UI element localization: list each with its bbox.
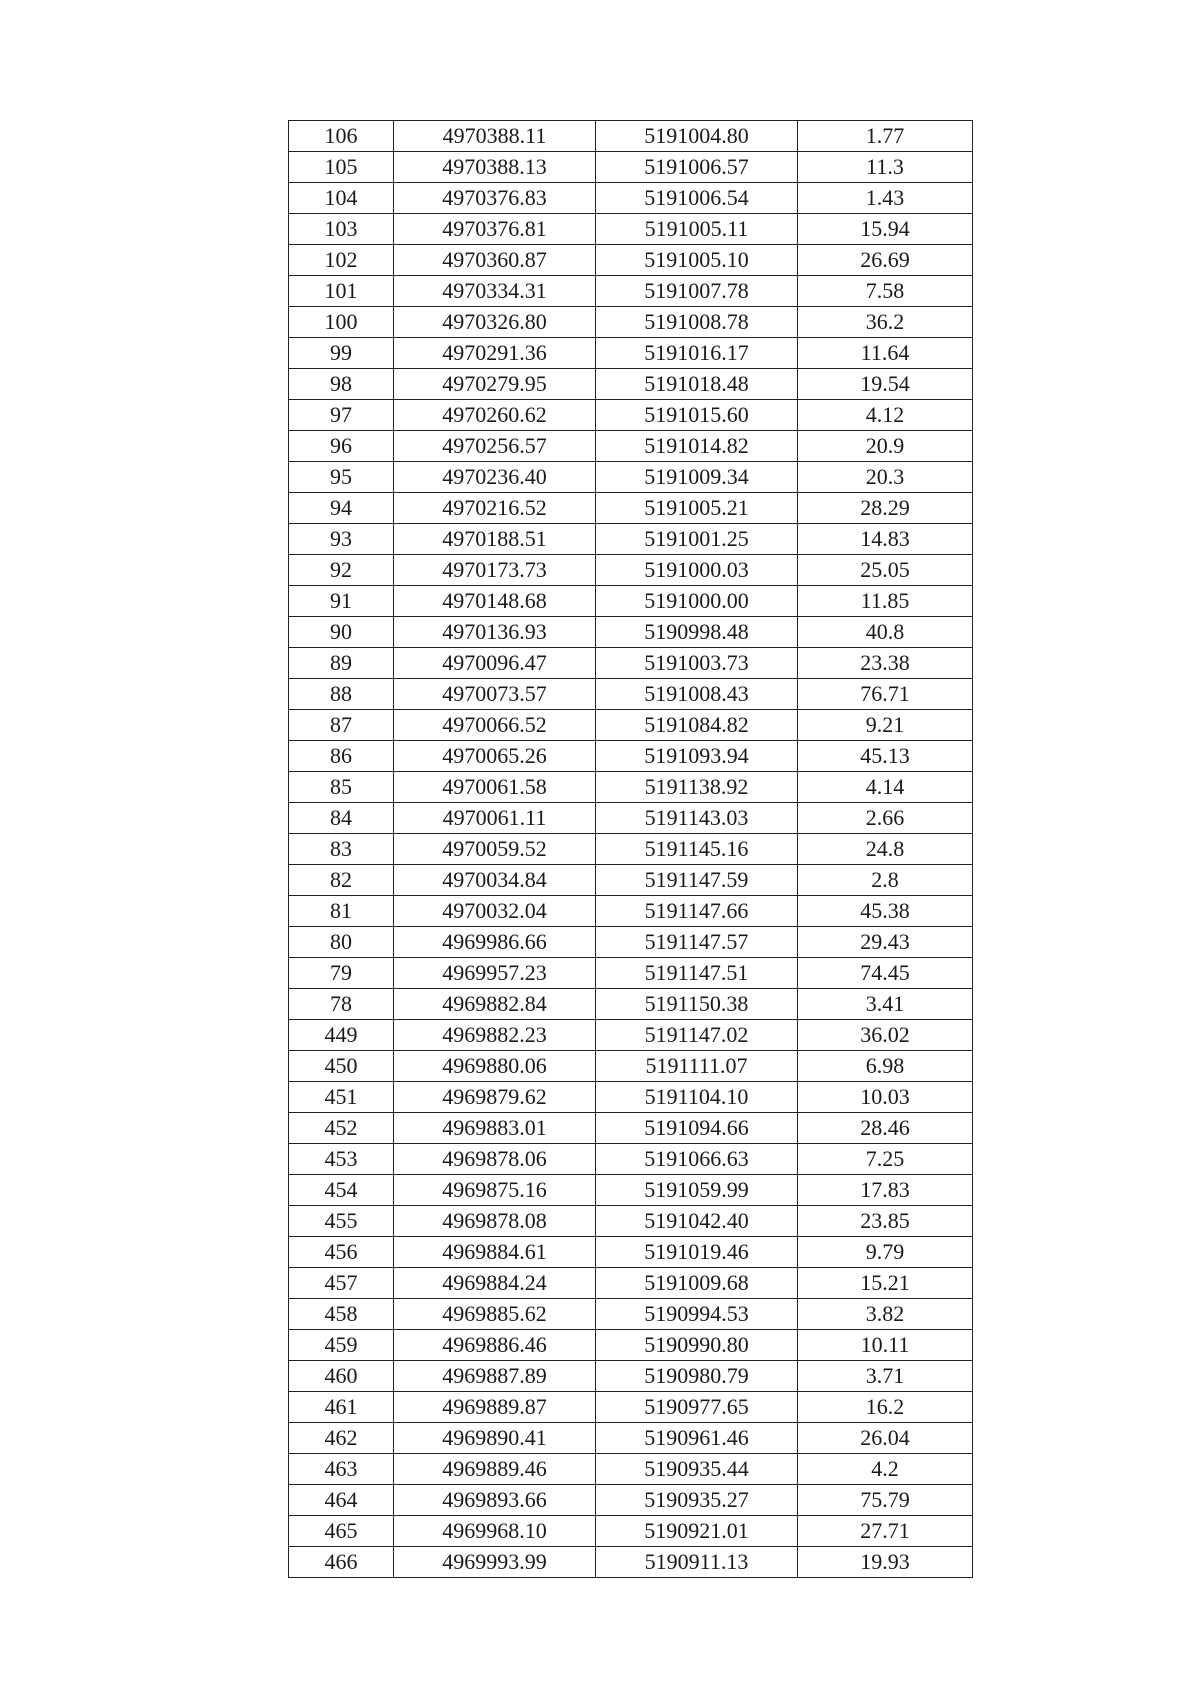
distance-cell: 45.13 (798, 741, 973, 772)
distance-cell: 15.94 (798, 214, 973, 245)
point-number-cell: 457 (289, 1268, 394, 1299)
x-coordinate-cell: 4969884.61 (394, 1237, 596, 1268)
distance-cell: 7.58 (798, 276, 973, 307)
point-number-cell: 450 (289, 1051, 394, 1082)
distance-cell: 28.29 (798, 493, 973, 524)
table-row (289, 307, 973, 338)
x-coordinate-cell: 4970256.57 (394, 431, 596, 462)
x-coordinate-cell: 4969893.66 (394, 1485, 596, 1516)
table-row (289, 896, 973, 927)
table-row (289, 1299, 973, 1330)
x-coordinate-cell: 4970291.36 (394, 338, 596, 369)
point-number-cell: 96 (289, 431, 394, 462)
point-number-cell: 460 (289, 1361, 394, 1392)
point-number-cell: 92 (289, 555, 394, 586)
distance-cell: 23.38 (798, 648, 973, 679)
point-number-cell: 84 (289, 803, 394, 834)
table-row (289, 1361, 973, 1392)
table-row (289, 679, 973, 710)
table-row (289, 1330, 973, 1361)
point-number-cell: 94 (289, 493, 394, 524)
x-coordinate-cell: 4969986.66 (394, 927, 596, 958)
point-number-cell: 99 (289, 338, 394, 369)
point-number-cell: 461 (289, 1392, 394, 1423)
y-coordinate-cell: 5191147.66 (596, 896, 798, 927)
distance-cell: 6.98 (798, 1051, 973, 1082)
y-coordinate-cell: 5191003.73 (596, 648, 798, 679)
distance-cell: 3.41 (798, 989, 973, 1020)
y-coordinate-cell: 5191018.48 (596, 369, 798, 400)
x-coordinate-cell: 4970334.31 (394, 276, 596, 307)
x-coordinate-cell: 4969890.41 (394, 1423, 596, 1454)
y-coordinate-cell: 5191005.11 (596, 214, 798, 245)
table-row (289, 1144, 973, 1175)
x-coordinate-cell: 4970059.52 (394, 834, 596, 865)
distance-cell: 7.25 (798, 1144, 973, 1175)
y-coordinate-cell: 5191094.66 (596, 1113, 798, 1144)
table-row (289, 431, 973, 462)
x-coordinate-cell: 4970376.81 (394, 214, 596, 245)
distance-cell: 3.82 (798, 1299, 973, 1330)
table-row (289, 989, 973, 1020)
point-number-cell: 453 (289, 1144, 394, 1175)
point-number-cell: 455 (289, 1206, 394, 1237)
distance-cell: 11.3 (798, 152, 973, 183)
y-coordinate-cell: 5191001.25 (596, 524, 798, 555)
x-coordinate-cell: 4970065.26 (394, 741, 596, 772)
x-coordinate-cell: 4969875.16 (394, 1175, 596, 1206)
point-number-cell: 80 (289, 927, 394, 958)
point-number-cell: 79 (289, 958, 394, 989)
x-coordinate-cell: 4970173.73 (394, 555, 596, 586)
x-coordinate-cell: 4969993.99 (394, 1547, 596, 1578)
point-number-cell: 459 (289, 1330, 394, 1361)
x-coordinate-cell: 4970360.87 (394, 245, 596, 276)
distance-cell: 76.71 (798, 679, 973, 710)
x-coordinate-cell: 4969883.01 (394, 1113, 596, 1144)
y-coordinate-cell: 5191147.57 (596, 927, 798, 958)
y-coordinate-cell: 5191008.78 (596, 307, 798, 338)
distance-cell: 1.43 (798, 183, 973, 214)
distance-cell: 27.71 (798, 1516, 973, 1547)
x-coordinate-cell: 4970096.47 (394, 648, 596, 679)
table-row (289, 1175, 973, 1206)
table-row (289, 276, 973, 307)
table-row (289, 121, 973, 152)
point-number-cell: 95 (289, 462, 394, 493)
point-number-cell: 100 (289, 307, 394, 338)
distance-cell: 11.85 (798, 586, 973, 617)
distance-cell: 19.93 (798, 1547, 973, 1578)
y-coordinate-cell: 5191006.57 (596, 152, 798, 183)
x-coordinate-cell: 4970061.58 (394, 772, 596, 803)
point-number-cell: 451 (289, 1082, 394, 1113)
distance-cell: 3.71 (798, 1361, 973, 1392)
y-coordinate-cell: 5191014.82 (596, 431, 798, 462)
table-row (289, 1237, 973, 1268)
x-coordinate-cell: 4969885.62 (394, 1299, 596, 1330)
point-number-cell: 458 (289, 1299, 394, 1330)
table-row (289, 1392, 973, 1423)
y-coordinate-cell: 5191009.68 (596, 1268, 798, 1299)
distance-cell: 4.12 (798, 400, 973, 431)
x-coordinate-cell: 4969968.10 (394, 1516, 596, 1547)
x-coordinate-cell: 4970326.80 (394, 307, 596, 338)
x-coordinate-cell: 4969884.24 (394, 1268, 596, 1299)
distance-cell: 11.64 (798, 338, 973, 369)
table-row (289, 958, 973, 989)
distance-cell: 17.83 (798, 1175, 973, 1206)
table-row (289, 152, 973, 183)
table-row (289, 183, 973, 214)
y-coordinate-cell: 5191005.10 (596, 245, 798, 276)
x-coordinate-cell: 4969878.08 (394, 1206, 596, 1237)
distance-cell: 4.14 (798, 772, 973, 803)
distance-cell: 36.2 (798, 307, 973, 338)
x-coordinate-cell: 4970034.84 (394, 865, 596, 896)
table-row (289, 524, 973, 555)
x-coordinate-cell: 4969886.46 (394, 1330, 596, 1361)
x-coordinate-cell: 4969957.23 (394, 958, 596, 989)
x-coordinate-cell: 4970388.11 (394, 121, 596, 152)
table-row (289, 245, 973, 276)
point-number-cell: 89 (289, 648, 394, 679)
table-row (289, 493, 973, 524)
table-row (289, 772, 973, 803)
point-number-cell: 466 (289, 1547, 394, 1578)
distance-cell: 36.02 (798, 1020, 973, 1051)
y-coordinate-cell: 5191143.03 (596, 803, 798, 834)
distance-cell: 10.03 (798, 1082, 973, 1113)
table-row (289, 462, 973, 493)
y-coordinate-cell: 5191093.94 (596, 741, 798, 772)
y-coordinate-cell: 5190994.53 (596, 1299, 798, 1330)
point-number-cell: 464 (289, 1485, 394, 1516)
point-number-cell: 85 (289, 772, 394, 803)
point-number-cell: 462 (289, 1423, 394, 1454)
table-row (289, 338, 973, 369)
distance-cell: 45.38 (798, 896, 973, 927)
y-coordinate-cell: 5191006.54 (596, 183, 798, 214)
distance-cell: 9.21 (798, 710, 973, 741)
distance-cell: 19.54 (798, 369, 973, 400)
table-row (289, 400, 973, 431)
x-coordinate-cell: 4970279.95 (394, 369, 596, 400)
table-row (289, 648, 973, 679)
y-coordinate-cell: 5191147.51 (596, 958, 798, 989)
y-coordinate-cell: 5190911.13 (596, 1547, 798, 1578)
y-coordinate-cell: 5190977.65 (596, 1392, 798, 1423)
point-number-cell: 97 (289, 400, 394, 431)
y-coordinate-cell: 5191016.17 (596, 338, 798, 369)
point-number-cell: 103 (289, 214, 394, 245)
distance-cell: 26.69 (798, 245, 973, 276)
table-row (289, 1423, 973, 1454)
point-number-cell: 463 (289, 1454, 394, 1485)
point-number-cell: 105 (289, 152, 394, 183)
y-coordinate-cell: 5191147.59 (596, 865, 798, 896)
distance-cell: 15.21 (798, 1268, 973, 1299)
point-number-cell: 87 (289, 710, 394, 741)
x-coordinate-cell: 4970073.57 (394, 679, 596, 710)
table-row (289, 1206, 973, 1237)
x-coordinate-cell: 4970388.13 (394, 152, 596, 183)
point-number-cell: 90 (289, 617, 394, 648)
table-row (289, 1454, 973, 1485)
table-row (289, 617, 973, 648)
distance-cell: 40.8 (798, 617, 973, 648)
table-row (289, 1082, 973, 1113)
point-number-cell: 98 (289, 369, 394, 400)
x-coordinate-cell: 4970148.68 (394, 586, 596, 617)
x-coordinate-cell: 4969889.87 (394, 1392, 596, 1423)
point-number-cell: 452 (289, 1113, 394, 1144)
distance-cell: 20.3 (798, 462, 973, 493)
point-number-cell: 465 (289, 1516, 394, 1547)
table-row (289, 834, 973, 865)
distance-cell: 14.83 (798, 524, 973, 555)
x-coordinate-cell: 4969878.06 (394, 1144, 596, 1175)
y-coordinate-cell: 5191019.46 (596, 1237, 798, 1268)
y-coordinate-cell: 5190961.46 (596, 1423, 798, 1454)
y-coordinate-cell: 5190998.48 (596, 617, 798, 648)
y-coordinate-cell: 5191009.34 (596, 462, 798, 493)
point-number-cell: 101 (289, 276, 394, 307)
x-coordinate-cell: 4970236.40 (394, 462, 596, 493)
table-row (289, 865, 973, 896)
y-coordinate-cell: 5191042.40 (596, 1206, 798, 1237)
x-coordinate-cell: 4969889.46 (394, 1454, 596, 1485)
y-coordinate-cell: 5190935.44 (596, 1454, 798, 1485)
point-number-cell: 83 (289, 834, 394, 865)
x-coordinate-cell: 4969882.84 (394, 989, 596, 1020)
y-coordinate-cell: 5191145.16 (596, 834, 798, 865)
x-coordinate-cell: 4970061.11 (394, 803, 596, 834)
x-coordinate-cell: 4970376.83 (394, 183, 596, 214)
distance-cell: 4.2 (798, 1454, 973, 1485)
y-coordinate-cell: 5190990.80 (596, 1330, 798, 1361)
distance-cell: 75.79 (798, 1485, 973, 1516)
distance-cell: 16.2 (798, 1392, 973, 1423)
point-number-cell: 86 (289, 741, 394, 772)
distance-cell: 25.05 (798, 555, 973, 586)
y-coordinate-cell: 5191111.07 (596, 1051, 798, 1082)
table-row (289, 741, 973, 772)
coordinates-table-body (289, 121, 973, 1578)
distance-cell: 24.8 (798, 834, 973, 865)
distance-cell: 2.66 (798, 803, 973, 834)
table-row (289, 1485, 973, 1516)
x-coordinate-cell: 4970136.93 (394, 617, 596, 648)
distance-cell: 1.77 (798, 121, 973, 152)
point-number-cell: 88 (289, 679, 394, 710)
y-coordinate-cell: 5191138.92 (596, 772, 798, 803)
point-number-cell: 102 (289, 245, 394, 276)
x-coordinate-cell: 4969879.62 (394, 1082, 596, 1113)
y-coordinate-cell: 5191084.82 (596, 710, 798, 741)
table-row (289, 1020, 973, 1051)
point-number-cell: 454 (289, 1175, 394, 1206)
x-coordinate-cell: 4969887.89 (394, 1361, 596, 1392)
distance-cell: 74.45 (798, 958, 973, 989)
x-coordinate-cell: 4970032.04 (394, 896, 596, 927)
table-row (289, 214, 973, 245)
y-coordinate-cell: 5191147.02 (596, 1020, 798, 1051)
distance-cell: 10.11 (798, 1330, 973, 1361)
y-coordinate-cell: 5190921.01 (596, 1516, 798, 1547)
distance-cell: 26.04 (798, 1423, 973, 1454)
table-row (289, 369, 973, 400)
table-row (289, 555, 973, 586)
x-coordinate-cell: 4970260.62 (394, 400, 596, 431)
distance-cell: 28.46 (798, 1113, 973, 1144)
distance-cell: 2.8 (798, 865, 973, 896)
x-coordinate-cell: 4970188.51 (394, 524, 596, 555)
distance-cell: 9.79 (798, 1237, 973, 1268)
coordinates-table (288, 120, 973, 1578)
y-coordinate-cell: 5191000.00 (596, 586, 798, 617)
x-coordinate-cell: 4969880.06 (394, 1051, 596, 1082)
distance-cell: 23.85 (798, 1206, 973, 1237)
point-number-cell: 82 (289, 865, 394, 896)
table-row (289, 1516, 973, 1547)
y-coordinate-cell: 5191104.10 (596, 1082, 798, 1113)
table-row (289, 710, 973, 741)
y-coordinate-cell: 5191005.21 (596, 493, 798, 524)
table-row (289, 1268, 973, 1299)
point-number-cell: 93 (289, 524, 394, 555)
x-coordinate-cell: 4969882.23 (394, 1020, 596, 1051)
y-coordinate-cell: 5190980.79 (596, 1361, 798, 1392)
y-coordinate-cell: 5191066.63 (596, 1144, 798, 1175)
x-coordinate-cell: 4970216.52 (394, 493, 596, 524)
y-coordinate-cell: 5191008.43 (596, 679, 798, 710)
table-row (289, 1113, 973, 1144)
y-coordinate-cell: 5191000.03 (596, 555, 798, 586)
table-row (289, 1547, 973, 1578)
point-number-cell: 81 (289, 896, 394, 927)
y-coordinate-cell: 5191004.80 (596, 121, 798, 152)
point-number-cell: 449 (289, 1020, 394, 1051)
point-number-cell: 78 (289, 989, 394, 1020)
table-row (289, 927, 973, 958)
x-coordinate-cell: 4970066.52 (394, 710, 596, 741)
distance-cell: 20.9 (798, 431, 973, 462)
point-number-cell: 456 (289, 1237, 394, 1268)
y-coordinate-cell: 5191150.38 (596, 989, 798, 1020)
point-number-cell: 91 (289, 586, 394, 617)
table-row (289, 1051, 973, 1082)
point-number-cell: 106 (289, 121, 394, 152)
table-row (289, 803, 973, 834)
y-coordinate-cell: 5191007.78 (596, 276, 798, 307)
y-coordinate-cell: 5191059.99 (596, 1175, 798, 1206)
distance-cell: 29.43 (798, 927, 973, 958)
table-row (289, 586, 973, 617)
y-coordinate-cell: 5191015.60 (596, 400, 798, 431)
point-number-cell: 104 (289, 183, 394, 214)
y-coordinate-cell: 5190935.27 (596, 1485, 798, 1516)
